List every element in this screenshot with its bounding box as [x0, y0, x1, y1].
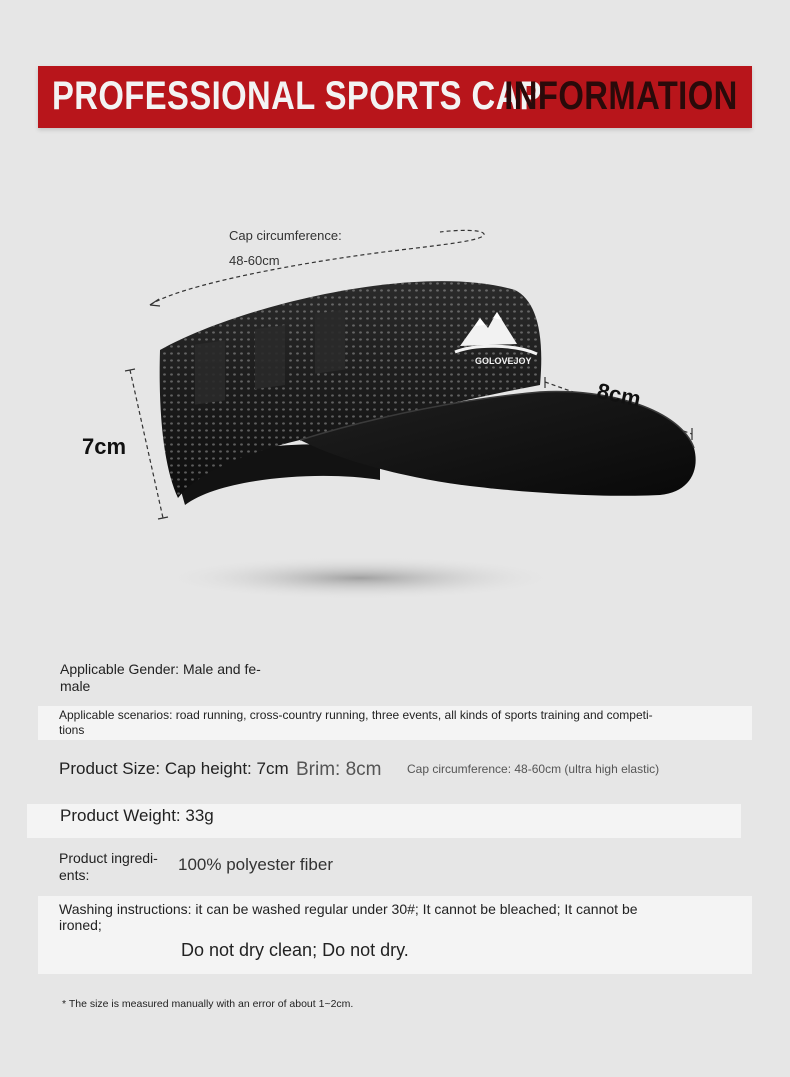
height-dimension: 7cm	[82, 434, 127, 459]
spec-weight: Product Weight: 33g	[60, 806, 214, 825]
spec-size: Product Size: Cap height: 7cm	[59, 759, 289, 778]
spec-gender: Applicable Gender: Male and fe- male	[60, 661, 261, 694]
spec-washing: Washing instructions: it can be washed regular under 30#; It cannot be bleached; It cannot be ironed;	[59, 901, 638, 933]
height-line	[130, 370, 163, 518]
brim-dimension: 8cm	[594, 378, 644, 412]
footnote: * The size is measured manually with an error of about 1~2cm.	[62, 998, 354, 1010]
spec-brim: Brim: 8cm	[296, 759, 382, 780]
banner-subtitle: INFORMATION	[504, 74, 738, 118]
spec-ingredients-label: Product ingredi- ents:	[59, 850, 158, 883]
spec-washing-extra: Do not dry clean; Do not dry.	[181, 940, 409, 960]
header-banner	[38, 66, 752, 128]
logo-text: GOLOVEJOY	[475, 356, 532, 366]
cap-shadow	[160, 556, 560, 600]
spec-ingredients-value: 100% polyester fiber	[178, 855, 333, 874]
spec-scenarios: Applicable scenarios: road running, cross-country running, three events, all kinds of sports training and competi- tions	[59, 708, 653, 737]
circumference-label: Cap circumference:	[229, 228, 342, 243]
spec-circumference: Cap circumference: 48-60cm (ultra high elastic)	[407, 762, 660, 776]
banner-title: PROFESSIONAL SPORTS CAP	[52, 74, 542, 118]
circumference-value: 48-60cm	[229, 253, 280, 268]
visor-cap-illustration	[0, 140, 790, 620]
